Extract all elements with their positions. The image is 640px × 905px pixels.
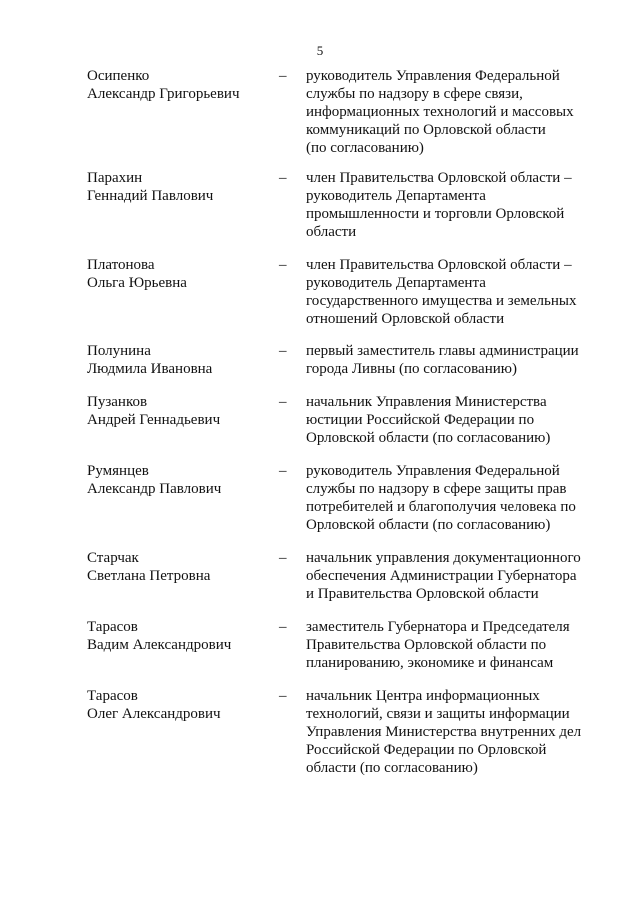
surname: Пузанков [87, 394, 148, 410]
given-names: Олег Александрович [87, 706, 221, 722]
person-name [87, 393, 277, 429]
description-line: информационных технологий и массовых [306, 104, 574, 120]
description-line: промышленности и торговли Орловской [306, 206, 565, 222]
person-name [87, 462, 277, 498]
description-line: руководитель Департамента [306, 275, 486, 291]
given-names: Александр Григорьевич [87, 86, 240, 102]
description-line: области [306, 224, 357, 240]
surname: Румянцев [87, 463, 149, 479]
person-name [87, 169, 277, 205]
page-number: 5 [316, 43, 324, 58]
description-line: член Правительства Орловской области – [306, 257, 572, 273]
dash-separator: – [279, 550, 287, 566]
description-line: начальник Центра информационных [306, 688, 540, 704]
description-line: отношений Орловской области [306, 311, 505, 327]
description-line: государственного имущества и земельных [306, 293, 577, 309]
dash-separator: – [279, 619, 287, 635]
dash-separator: – [279, 257, 287, 273]
description-line: потребителей и благополучия человека по [306, 499, 576, 515]
dash-separator: – [279, 463, 287, 479]
given-names: Александр Павлович [87, 481, 222, 497]
description-line: первый заместитель главы администрации [306, 343, 579, 359]
description-line: области (по согласованию) [306, 760, 478, 776]
position-description [306, 393, 596, 447]
position-description [306, 169, 596, 241]
description-line: руководитель Департамента [306, 188, 486, 204]
given-names: Людмила Ивановна [87, 361, 213, 377]
description-line: Орловской области (по согласованию) [306, 430, 551, 446]
description-line: Правительства Орловской области по [306, 637, 547, 653]
description-line: Орловской области (по согласованию) [306, 517, 551, 533]
description-line: коммуникаций по Орловской области [306, 122, 546, 138]
given-names: Геннадий Павлович [87, 188, 214, 204]
description-line: Российской Федерации по Орловской [306, 742, 547, 758]
surname: Тарасов [87, 619, 138, 635]
dash-separator: – [279, 170, 287, 186]
position-description [306, 256, 596, 328]
description-line: юстиции Российской Федерации по [306, 412, 535, 428]
surname: Парахин [87, 170, 143, 186]
dash-separator: – [279, 394, 287, 410]
person-name [87, 687, 277, 723]
description-line: (по согласованию) [306, 140, 424, 156]
position-description [306, 549, 596, 603]
position-description [306, 687, 596, 777]
description-line: Управления Министерства внутренних дел [306, 724, 582, 740]
given-names: Вадим Александрович [87, 637, 232, 653]
description-line: службы по надзору в сфере защиты прав [306, 481, 567, 497]
description-line: службы по надзору в сфере связи, [306, 86, 523, 102]
description-line: член Правительства Орловской области – [306, 170, 572, 186]
description-line: технологий, связи и защиты информации [306, 706, 570, 722]
person-name [87, 256, 277, 292]
description-line: начальник управления документационного [306, 550, 581, 566]
description-line: заместитель Губернатора и Председателя [306, 619, 570, 635]
description-line: планированию, экономике и финансам [306, 655, 554, 671]
description-line: начальник Управления Министерства [306, 394, 547, 410]
person-name [87, 67, 277, 103]
person-name [87, 342, 277, 378]
position-description [306, 342, 596, 378]
given-names: Ольга Юрьевна [87, 275, 187, 291]
surname: Тарасов [87, 688, 138, 704]
description-line: руководитель Управления Федеральной [306, 68, 560, 84]
surname: Полунина [87, 343, 151, 359]
given-names: Светлана Петровна [87, 568, 211, 584]
dash-separator: – [279, 68, 287, 84]
given-names: Андрей Геннадьевич [87, 412, 221, 428]
dash-separator: – [279, 688, 287, 704]
dash-separator: – [279, 343, 287, 359]
description-line: и Правительства Орловской области [306, 586, 539, 602]
description-line: обеспечения Администрации Губернатора [306, 568, 577, 584]
position-description [306, 462, 596, 534]
person-name [87, 549, 277, 585]
surname: Старчак [87, 550, 139, 566]
description-line: руководитель Управления Федеральной [306, 463, 560, 479]
surname: Платонова [87, 257, 155, 273]
position-description [306, 67, 596, 157]
surname: Осипенко [87, 68, 150, 84]
person-name [87, 618, 277, 654]
description-line: города Ливны (по согласованию) [306, 361, 517, 377]
position-description [306, 618, 596, 672]
